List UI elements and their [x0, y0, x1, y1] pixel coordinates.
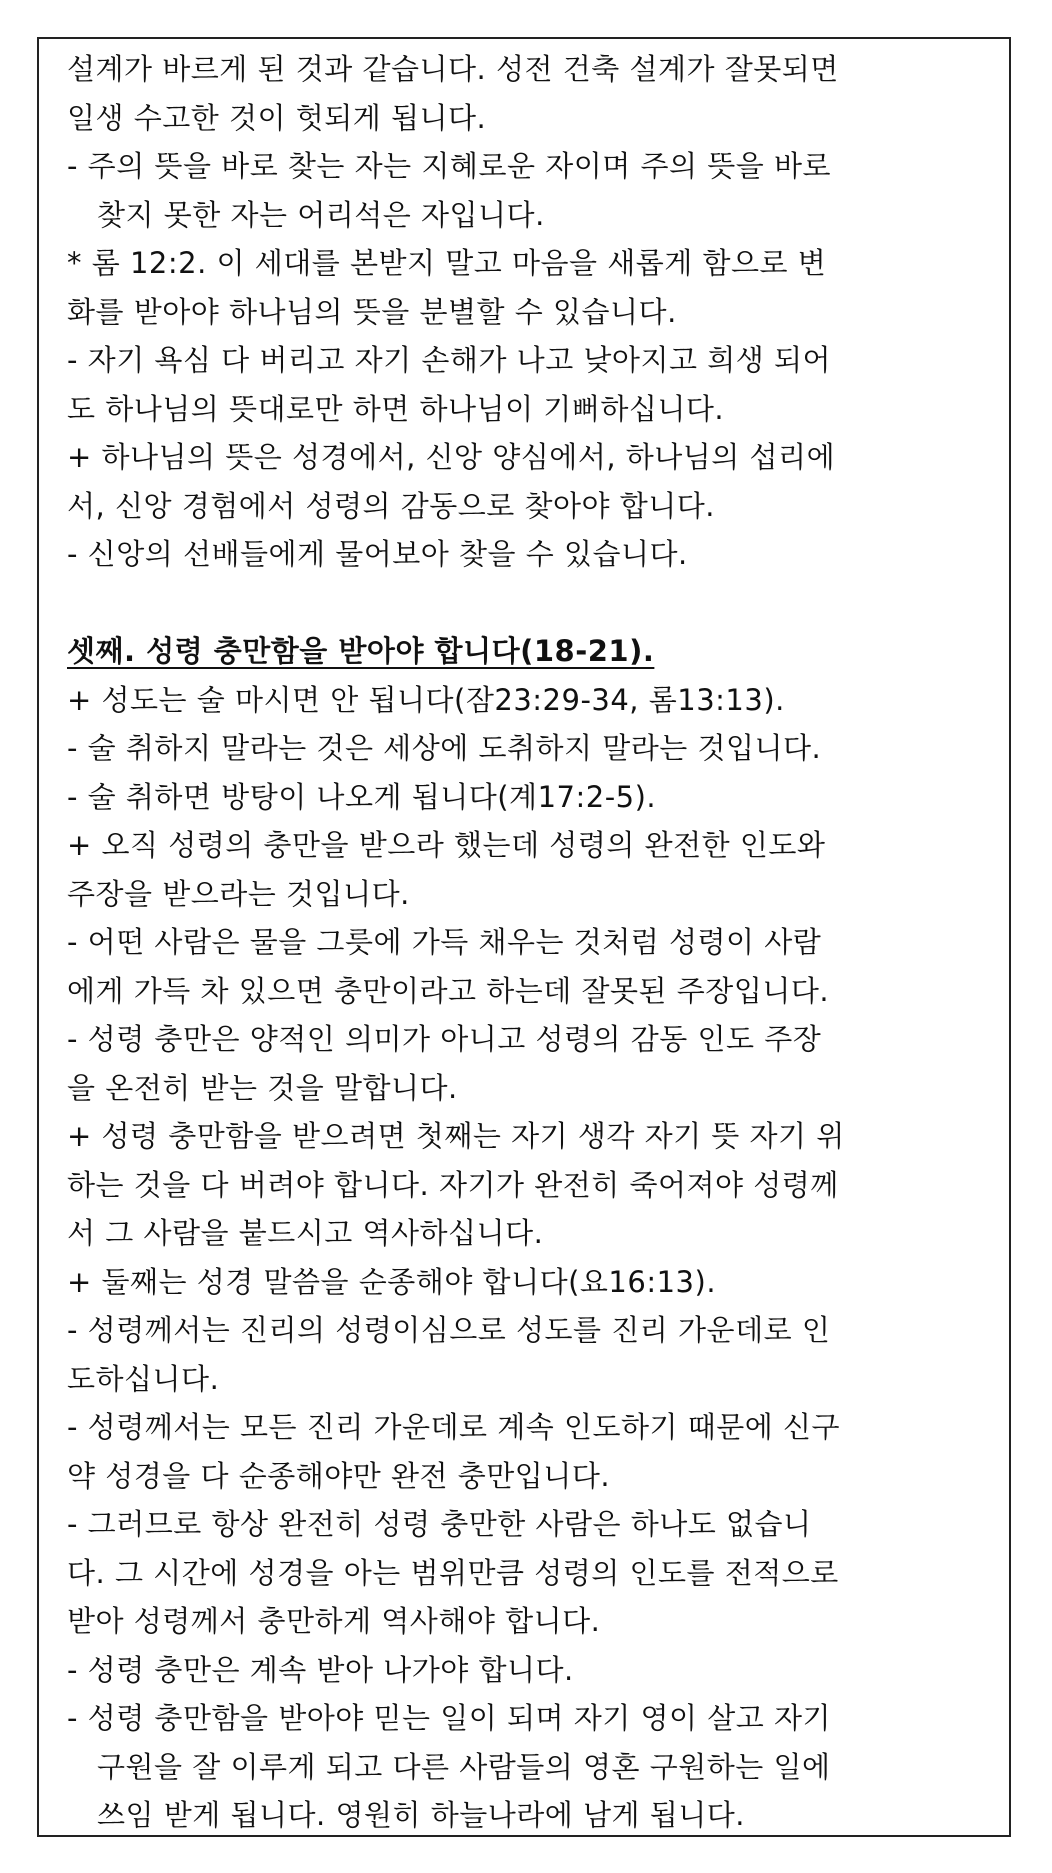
text-line: - 그러므로 항상 완전히 성령 충만한 사람은 하나도 없습니	[67, 1507, 812, 1541]
text-line: 화를 받아야 하나님의 뜻을 분별할 수 있습니다.	[67, 294, 677, 329]
text-line: + 하나님의 뜻은 성경에서, 신앙 양심에서, 하나님의 섭리에	[67, 440, 836, 474]
text-line: - 성령께서는 모든 진리 가운데로 계속 인도하기 때문에 신구	[67, 1410, 841, 1444]
text-line: - 성령 충만은 계속 받아 나가야 합니다.	[67, 1652, 574, 1687]
text-line: - 어떤 사람은 물을 그릇에 가득 채우는 것처럼 성령이 사람	[67, 925, 822, 959]
section-heading	[67, 627, 997, 676]
text-line: + 성령 충만함을 받으려면 첫째는 자기 생각 자기 뜻 자기 위	[67, 1119, 845, 1153]
text-line: - 신앙의 선배들에게 물어보아 찾을 수 있습니다.	[67, 537, 688, 571]
text-line: 도 하나님의 뜻대로만 하면 하나님이 기뻐하십니다.	[67, 391, 725, 426]
text-line: + 둘째는 성경 말씀을 순종해야 합니다(요16:13).	[67, 1264, 717, 1299]
text-line: 일생 수고한 것이 헛되게 됩니다.	[67, 100, 487, 135]
text-line: 쓰임 받게 됩니다. 영원히 하늘나라에 남게 됩니다.	[97, 1798, 746, 1832]
text-line: 하는 것을 다 버려야 합니다. 자기가 완전히 죽어져야 성령께	[67, 1167, 839, 1202]
text-line: 서 그 사람을 붙드시고 역사하십니다.	[67, 1216, 544, 1250]
text-line: - 성령 충만함을 받아야 믿는 일이 되며 자기 영이 살고 자기	[67, 1701, 831, 1735]
text-line: - 성령께서는 진리의 성령이심으로 성도를 진리 가운데로 인	[67, 1313, 831, 1347]
text-line: 찾지 못한 자는 어리석은 자입니다.	[97, 197, 545, 232]
text-line: + 성도는 술 마시면 안 됩니다(잠23:29-34, 롬13:13).	[67, 682, 785, 717]
text-line: - 주의 뜻을 바로 찾는 자는 지혜로운 자이며 주의 뜻을 바로	[67, 149, 831, 183]
text-line: * 롬 12:2. 이 세대를 본받지 말고 마음을 새롭게 함으로 변	[67, 246, 827, 280]
document-body	[67, 45, 997, 1840]
blank-line	[67, 579, 997, 628]
text-line: - 자기 욕심 다 버리고 자기 손해가 나고 낮아지고 희생 되어	[67, 343, 831, 377]
text-line: 에게 가득 차 있으면 충만이라고 하는데 잘못된 주장입니다.	[67, 973, 830, 1008]
text-line: - 성령 충만은 양적인 의미가 아니고 성령의 감동 인도 주장	[67, 1022, 822, 1056]
page-frame	[37, 37, 1011, 1837]
text-line: - 술 취하면 방탕이 나오게 됩니다(계17:2-5).	[67, 779, 657, 814]
text-line: 을 온전히 받는 것을 말합니다.	[67, 1070, 458, 1105]
text-line: 도하십니다.	[67, 1361, 220, 1396]
text-line: + 오직 성령의 충만을 받으라 했는데 성령의 완전한 인도와	[67, 828, 826, 862]
text-line: 구원을 잘 이루게 되고 다른 사람들의 영혼 구원하는 일에	[97, 1749, 831, 1784]
text-line: 서, 신앙 경험에서 성령의 감동으로 찾아야 합니다.	[67, 488, 716, 523]
text-line: - 술 취하지 말라는 것은 세상에 도취하지 말라는 것입니다.	[67, 731, 822, 765]
text-line: 다. 그 시간에 성경을 아는 범위만큼 성령의 인도를 전적으로	[67, 1555, 839, 1590]
text-line: 주장을 받으라는 것입니다.	[67, 876, 410, 911]
text-line: 설계가 바르게 된 것과 같습니다. 성전 건축 설계가 잘못되면	[67, 52, 839, 86]
text-line: 받아 성령께서 충만하게 역사해야 합니다.	[67, 1604, 601, 1638]
text-line: 약 성경을 다 순종해야만 완전 충만입니다.	[67, 1458, 611, 1493]
section-heading-text: 셋째. 성령 충만함을 받아야 합니다(18-21).	[67, 634, 655, 668]
